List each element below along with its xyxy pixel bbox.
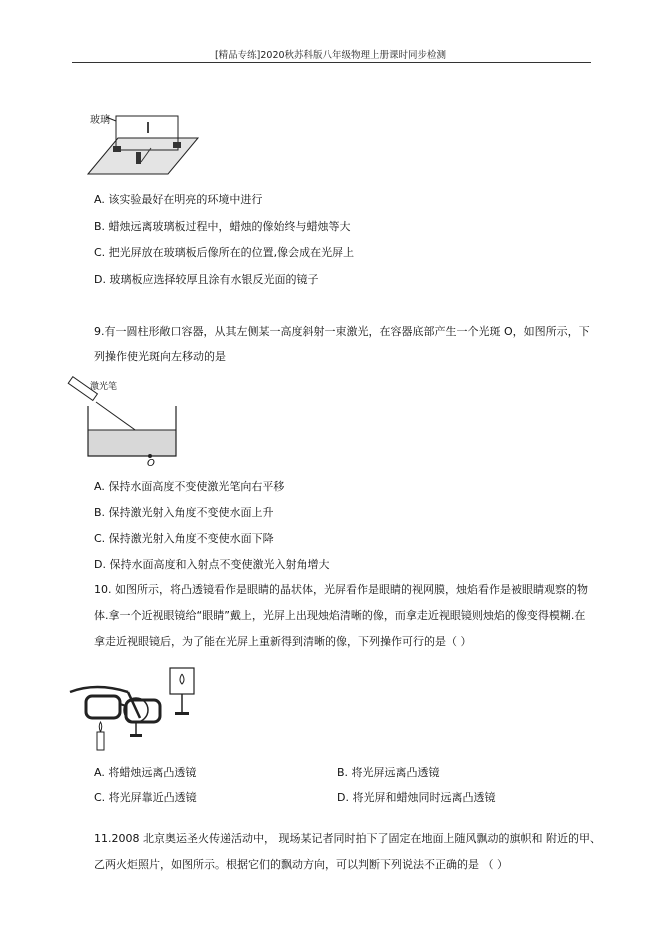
q10-stem-line1: 10. 如图所示，将凸透镜看作是眼睛的晶状体，光屏看作是眼睛的视网膜，烛焰看作是被眼睛观察的物 [94, 583, 588, 596]
q10-option-b: B. 将光屏远离凸透镜 [337, 766, 440, 779]
glass-plate-figure [86, 100, 201, 180]
glass-label: 玻璃 [90, 115, 110, 126]
q10-option-d: D. 将光屏和蜡烛同时远离凸透镜 [337, 791, 496, 804]
page-header: [精品专练]2020秋苏科版八年级物理上册课时同步检测 [214, 50, 447, 61]
q8-option-b: B. 蜡烛远离玻璃板过程中，蜡烛的像始终与蜡烛等大 [94, 220, 351, 233]
spot-o-label: O [147, 458, 155, 469]
q9-stem-line1: 9.有一圆柱形敞口容器，从其左侧某一高度斜射一束激光，在容器底部产生一个光斑 O，如图所示，下 [94, 325, 590, 338]
q9-option-c: C. 保持激光射入角度不变使水面下降 [94, 532, 274, 545]
q8-option-d: D. 玻璃板应选择较厚且涂有水银反光面的镜子 [94, 273, 319, 286]
q10-stem-line3: 拿走近视眼镜后，为了能在光屏上重新得到清晰的像，下列操作可行的是（ ） [94, 635, 472, 648]
q10-stem-line2: 体.拿一个近视眼镜给“眼睛”戴上，光屏上出现烛焰清晰的像，而拿走近视眼镜则烛焰的像变得模糊.在 [94, 609, 586, 622]
q8-option-a: A. 该实验最好在明亮的环境中进行 [94, 193, 263, 206]
glasses-lens-figure [66, 662, 216, 754]
q9-option-a: A. 保持水面高度不变使激光笔向右平移 [94, 480, 285, 493]
q11-stem-line2: 乙两火炬照片，如图所示。根据它们的飘动方向，可以判断下列说法不正确的是 （ ） [94, 858, 508, 871]
q9-option-b: B. 保持激光射入角度不变使水面上升 [94, 506, 274, 519]
header-divider [72, 62, 591, 63]
q8-option-c: C. 把光屏放在玻璃板后像所在的位置,像会成在光屏上 [94, 246, 355, 259]
q10-option-a: A. 将蜡烛远离凸透镜 [94, 766, 197, 779]
q9-option-d: D. 保持水面高度和入射点不变使激光入射角增大 [94, 558, 330, 571]
q11-stem-line1: 11.2008 北京奥运圣火传递活动中， 现场某记者同时拍下了固定在地面上随风飘动的旗帜和 附近的甲、 [94, 832, 601, 845]
q9-stem-line2: 列操作使光斑向左移动的是 [94, 350, 226, 363]
q10-option-c: C. 将光屏靠近凸透镜 [94, 791, 197, 804]
laser-container-figure [66, 376, 186, 468]
laser-pen-label: 激光笔 [90, 382, 118, 392]
